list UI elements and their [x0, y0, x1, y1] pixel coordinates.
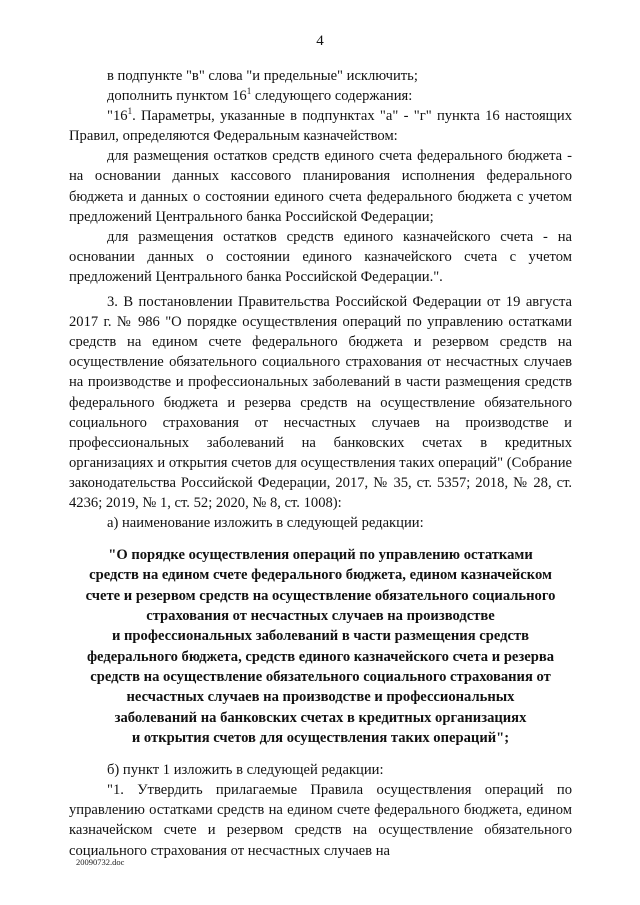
paragraph-7: а) наименование изложить в следующей редакции: [107, 515, 424, 532]
bold-line: средств на осуществление обязательного социального страхования от [90, 668, 551, 685]
paragraph-4: для размещения остатков средств единого счета федерального бюджета - на основании данных кассового планирования исполнения федерального бюджета и данных о состоянии единого счета федерального бюджета с учетом предложений Центрального банка Российской Федерации; [69, 148, 572, 225]
bold-line: несчастных случаев на производстве и профессиональных [126, 689, 515, 706]
bold-line: заболеваний на банковских счетах в кредитных организациях [114, 709, 527, 726]
bold-line: "О порядке осуществления операций по управлению остатками [108, 547, 533, 564]
document-body [69, 66, 572, 861]
bold-line: и профессиональных заболеваний в части размещения средств [111, 628, 530, 645]
paragraph-3: "$16^1$. Параметры, указанные в подпунктах "а" - "г" пункта 16 настоящих Правил, определяются Федеральным казначейством: [69, 106, 572, 145]
bold-line: федерального бюджета, средств единого казначейского счета и резерва [86, 648, 555, 665]
bold-line: счете и резервом средств на осуществление обязательного социального [85, 587, 556, 604]
paragraph-6: 3. В постановлении Правительства Российской Федерации от 19 августа 2017 г. № 986 "О порядке осуществления операций по управлению остатками средств на едином счете федерального бюджета и резервом средств на осуществление обязательного социального страхования от несчастных случаев на производстве и профессиональных заболеваний в части размещения средств федерального бюджета и резерва средств на осуществление обязательного социального страхования от несчастных случаев на производстве и профессиональных заболеваний на банковских счетах в кредитных организациях и открытия счетов для осуществления таких операций" (Собрание законодательства Российской Федерации, 2017, № 35, ст. 5357; 2018, № 28, ст. 4236; 2019, № 1, ст. 52; 2020, № 8, ст. 1008): [69, 294, 572, 511]
paragraph-5: для размещения остатков средств единого казначейского счета - на основании данных о состоянии единого казначейского счета с учетом предложений Центрального банка Российской Федерации.". [69, 228, 572, 285]
paragraph-9: "1. Утвердить прилагаемые Правила осуществления операций по управлению остатками средств на едином счете федерального бюджета, едином казначейском счете и резервом средств на осуществление обязательного социального страхования от несчастных случаев на [69, 782, 572, 859]
file-name-footer: 20090732.doc [76, 857, 125, 867]
bold-line: и открытия счетов для осуществления таких операций"; [131, 729, 510, 746]
new-title-block [69, 545, 572, 748]
page-number: 4 [316, 33, 324, 49]
paragraph-2: дополнить пунктом $16^1$ следующего содержания: [107, 86, 413, 105]
paragraph-8: б) пункт 1 изложить в следующей редакции: [107, 762, 384, 779]
bold-line: средств на едином счете федерального бюджета, едином казначейском [89, 567, 552, 584]
paragraph-1: в подпункте "в" слова "и предельные" исключить; [107, 68, 418, 84]
bold-line: страхования от несчастных случаев на производстве [146, 608, 495, 625]
